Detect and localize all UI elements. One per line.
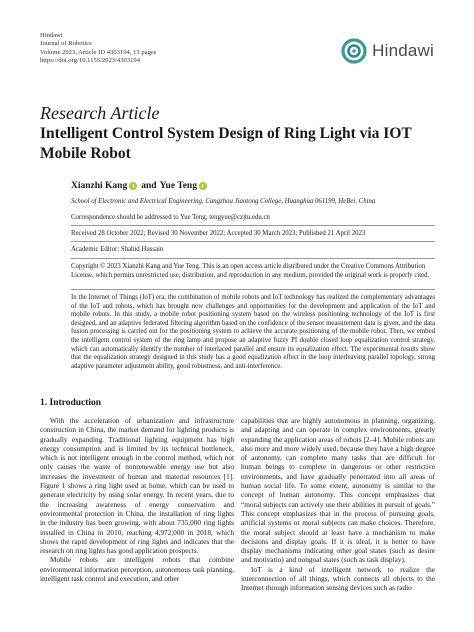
section-heading: 1. Introduction xyxy=(40,398,102,408)
paragraph: IoT is a kind of intelligent network to realize the interconnection of all things, which connects all objects to the Internet through information sensing devices such as radio xyxy=(241,564,435,593)
divider xyxy=(71,289,435,290)
journal-name: Journal of Robotics xyxy=(40,40,92,48)
publisher-line: Hindawi xyxy=(40,32,63,39)
left-column xyxy=(40,416,234,583)
brand-name: Hindawi xyxy=(372,41,434,60)
paragraph: capabilities that are highly autonomous in planning, organizing, and adapting and can operate in complex environments, greatly expanding the application areas of robots [2–4]. Mobile robots are also more and more widely used, because they have a high degree of autonomy, can complete many tasks that are difficult for human beings to complete in dangerous or other restrictive environments, and have gradually penetrated into all areas of human social life. To some extent, autonomy is similar to the concept of human autonomy. This concept emphasizes that “moral subjects can actively use their abilities in pursuit of goals.” This concept emphasizes that in the process of pursuing goals, artificial systems or moral subjects can make choices. Therefore, the moral subject should at least have a mechanism to make decisions and display goals. If it is ideal, it is better to have display mechanisms indicating other goal states (such as desire and motivatio) and nongoal states (such as task display). xyxy=(241,416,435,565)
right-column xyxy=(241,416,435,593)
academic-editor: Academic Editor: Shahid Hussain xyxy=(71,246,164,253)
divider xyxy=(71,225,435,226)
copyright-notice: Copyright © 2023 Xianzhi Kang and Yue Teng. This is an open access article distributed under the Creative Commons Attribution License, which permits unrestricted use, distribution, and reproduction in any medium, provided the original work is properly cited. xyxy=(71,263,430,279)
article-type: Research Article xyxy=(40,103,160,123)
publisher-logo[interactable] xyxy=(341,38,434,64)
author-name[interactable]: Xianzhi Kang xyxy=(71,181,128,191)
doi-link[interactable]: https://doi.org/10.1155/2023/4303194 xyxy=(40,57,141,65)
affiliation: School of Electronic and Electrical Engineering, Cangzhou Jiaotong College, Huanghua 061199, HeBei, China xyxy=(71,198,376,205)
volume-line: Volume 2023, Article ID 4303194, 13 pages xyxy=(40,48,157,56)
orcid-icon[interactable] xyxy=(199,182,207,190)
divider xyxy=(71,258,435,259)
correspondence: Correspondence should be addressed to Yue Teng; tengyue@czjtu.edu.cn xyxy=(71,214,270,221)
paragraph: With the acceleration of urbanization and infrastructure construction in China, the market demand for lighting products is gradually expanding. Traditional lighting equipment has high energy consumption and is limited by its technical bottleneck, which is not intelligent enough in the control method, which not only causes the waste of nonrenewable energy use but also increases the investment of human and material resources [1]. Figure 1 shows a ring light used at home, which can be used to generate electricity by using solar energy. In recent years, due to the increasing awareness of energy conservation and environmental protection in China, the installation of ring lights in the industry has been growing, with about 735,000 ring lights installed in China in 2010, reaching 4,972,000 in 2018, which shows the rapid development of ring lights and indicates that the research on ring lights has good application prospects. xyxy=(40,416,234,556)
divider xyxy=(71,241,435,242)
journal-meta xyxy=(40,32,156,66)
orcid-icon[interactable] xyxy=(129,182,137,190)
abstract: In the Internet of Things (IoT) era, the combination of mobile robots and IoT technology has realized the complementary advantages of the IoT and robots, which has brought new challenges and opportunities for the development and application of the IoT and mobile robots. In this study, a mobile robot positioning system based on the wireless positioning technology of the IoT is first designed, and an adaptive federated filtering algorithm based on the confidence of the sensor measurement data is given, and the data fusion processing is carried out for the positioning system to achieve the accurate positioning of the mobile robot. Then, we embed the intelligent control system of the ring lamp and propose an adaptive fuzzy PI double closed loop equalization control strategy, which can automatically identify the number of interlaced parallel and ensure its equalization effect. The experimental results show that the equalization strategy designed in this study has a good equalization effect in the loop interleaving parallel topology, strong adaptive parameter adjustment ability, good robustness, and anti-interference. xyxy=(71,294,435,370)
author-name[interactable]: Yue Teng xyxy=(159,181,197,191)
author-connector: and xyxy=(141,181,157,191)
paper-title: Intelligent Control System Design of Ring Light via IOT Mobile Robot xyxy=(40,125,412,162)
hindawi-logo-icon xyxy=(341,38,367,64)
paragraph: Mobile robots are intelligent robots that combine environmental information perception, autonomous task planning, intelligent task control and execution, and other xyxy=(40,555,234,584)
author-list xyxy=(71,181,210,191)
history-dates: Received 28 October 2022; Revised 30 November 2022; Accepted 30 March 2023; Published 21 April 2023 xyxy=(71,230,366,237)
